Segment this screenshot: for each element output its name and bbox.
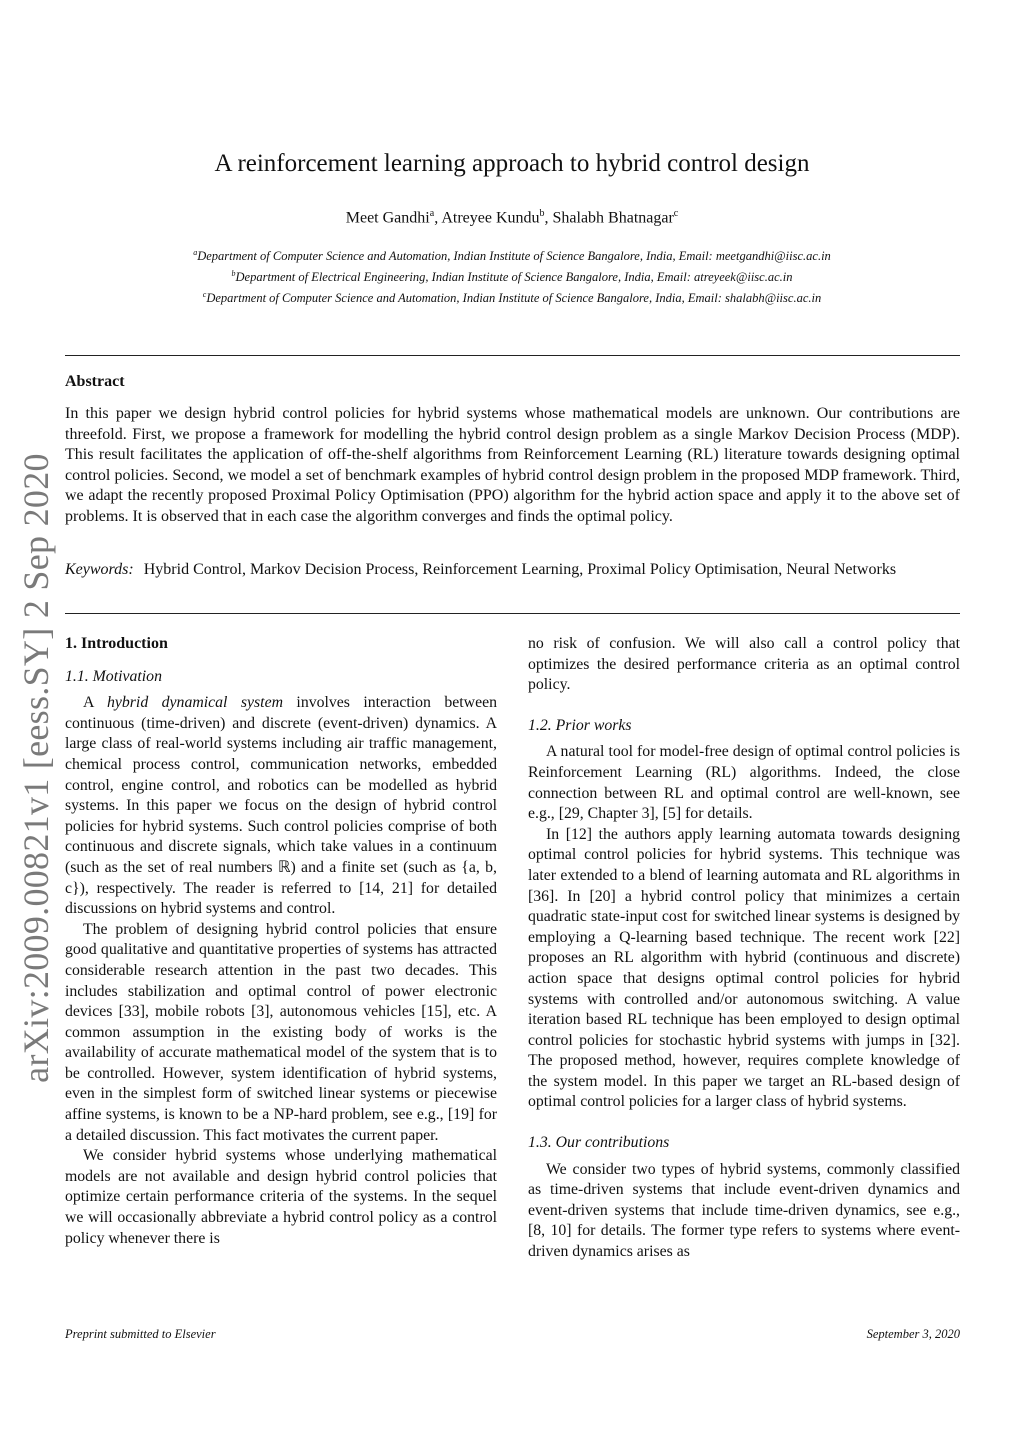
- top-rule: [65, 355, 960, 356]
- arxiv-identifier-text: arXiv:2009.00821v1 [eess.SY] 2 Sep 2020: [16, 453, 56, 1083]
- keywords-text: Hybrid Control, Markov Decision Process, Reinforcement Learning, Proximal Policy Optimisation, Neural Networks: [143, 561, 897, 578]
- paragraph-text: A: [83, 694, 107, 712]
- author-name: Shalabh Bhatnagar: [552, 209, 674, 227]
- affiliations: [60, 244, 964, 307]
- subsection-heading: 1.1. Motivation: [65, 667, 162, 685]
- section-heading: 1. Introduction: [65, 635, 168, 652]
- bottom-rule: [65, 613, 960, 614]
- author-name: Meet Gandhi: [345, 209, 430, 227]
- affiliation-line: [60, 286, 964, 307]
- subsection-heading: 1.2. Prior works: [528, 716, 632, 734]
- author-name: Atreyee Kundu: [441, 209, 540, 227]
- paragraph: [65, 693, 497, 920]
- affiliation-line: [60, 244, 964, 265]
- author-list: Meet Gandhi$^a$, Atreyee Kundu$^b$, Shalabh Bhatnagar$^c$: [345, 208, 679, 227]
- footer-preprint-note: Preprint submitted to Elsevier: [65, 1327, 216, 1341]
- keywords: [65, 560, 960, 581]
- affiliation-sup: c: [202, 290, 207, 300]
- abstract-heading: Abstract: [65, 373, 125, 390]
- affiliation-text: Department of Computer Science and Automation, Indian Institute of Science Bangalore, India, Email: shalabh@iisc.ac.in: [206, 291, 822, 306]
- affiliation-text: Department of Electrical Engineering, Indian Institute of Science Bangalore, India, Email: atreyeek@iisc.ac.in: [235, 270, 793, 285]
- arxiv-identifier: [6, 448, 66, 1088]
- footer-date: September 3, 2020: [866, 1327, 960, 1341]
- paragraph: In [12] the authors apply learning automata towards designing optimal control policies for hybrid systems. This technique was later extended to a blend of learning automata and RL algorithms in [36]. In [20] a hybrid control policy that minimizes a certain quadratic state-input cost for switched linear systems is designed by employing a Q-learning based technique. The recent work [22] proposes an RL algorithm with hybrid (continuous and discrete) action space that designs optimal control policies for hybrid systems with controlled and/or autonomous switching. A value iteration based RL technique has been employed to design optimal control policies for stochastic hybrid systems with jumps in [32]. The proposed method, however, requires complete knowledge of the system model. In this paper we target an RL-based design of optimal control policies for a larger class of hybrid systems.: [528, 825, 960, 1111]
- keywords-label: Keywords:: [65, 561, 134, 578]
- spacer: [528, 696, 960, 716]
- author-sup: a: [429, 208, 435, 219]
- author-sup: b: [539, 208, 545, 219]
- emphasis-text: hybrid dynamical system: [106, 694, 283, 712]
- paragraph: We consider two types of hybrid systems, commonly classified as time-driven systems that include event-driven dynamics and event-driven systems that include time-driven dynamics, see e.g., [8, 10] for details. The former type refers to systems where event-driven dynamics arises as: [528, 1160, 960, 1261]
- affiliation-text: Department of Computer Science and Automation, Indian Institute of Science Bangalore, India, Email: meetgandhi@iisc.ac.in: [197, 249, 831, 264]
- affiliation-sup: a: [193, 248, 198, 257]
- affiliation-sup: b: [231, 269, 236, 279]
- left-column: [65, 634, 497, 1249]
- paragraph: We consider hybrid systems whose underlying mathematical models are not available and design hybrid control policies that optimize certain performance criteria of the systems. In the sequel we will occasionally abbreviate a hybrid control policy as a control policy whenever there is: [65, 1147, 497, 1247]
- subsection-heading: 1.3. Our contributions: [528, 1134, 670, 1152]
- paragraph-text: involves interaction between continuous (time-driven) and discrete (event-driven) dynamics. A large class of real-world systems including air traffic management, chemical process control, communication networks, embedded control, engine control, and robotics can be modelled as hybrid systems. In this paper we focus on the design of hybrid control policies for hybrid systems. Such control policies comprise of both continuous and discrete signals, which take values in a continuum (such as the set of real numbers ℝ) and a finite set (such as {a, b, c}), respectively. The reader is referred to [14, 21] for detailed discussions on hybrid systems and control.: [65, 694, 497, 918]
- right-column: [528, 634, 960, 1263]
- paper-title: A reinforcement learning approach to hybrid control design: [214, 150, 810, 177]
- author-sup: c: [673, 208, 679, 219]
- paragraph: A natural tool for model-free design of optimal control policies is Reinforcement Learning (RL) algorithms. Indeed, the close connection between RL and optimal control are well-known, see e.g., [29, Chapter 3], [5] for details.: [528, 743, 960, 823]
- spacer: [528, 1113, 960, 1133]
- affiliation-line: [60, 265, 964, 286]
- paragraph: The problem of designing hybrid control policies that ensure good qualitative and quantitative properties of systems has attracted considerable research attention in the past two decades. This includes stabilization and optimal control of power electronic devices [33], mobile robots [3], autonomous vehicles [15], etc. A common assumption in the existing body of works is the availability of accurate mathematical model of the system that is to be controlled. However, system identification of hybrid systems, even in the simplest form of switched linear systems or piecewise affine systems, is known to be a NP-hard problem, see e.g., [19] for a detailed discussion. This fact motivates the current paper.: [65, 920, 497, 1144]
- paragraph: no risk of confusion. We will also call a control policy that optimizes the desired performance criteria as an optimal control policy.: [528, 635, 960, 694]
- abstract-body: In this paper we design hybrid control policies for hybrid systems whose mathematical models are unknown. Our contributions are threefold. First, we propose a framework for modelling the hybrid control design problem as a single Markov Decision Process (MDP). This result facilitates the application of off-the-shelf algorithms from Reinforcement Learning (RL) literature towards designing optimal control policies. Second, we model a set of benchmark examples of hybrid control design problem in the proposed MDP framework. Third, we adapt the recently proposed Proximal Policy Optimisation (PPO) algorithm for the hybrid action space and apply it to the above set of problems. It is observed that in each case the algorithm converges and finds the optimal policy.: [65, 405, 960, 525]
